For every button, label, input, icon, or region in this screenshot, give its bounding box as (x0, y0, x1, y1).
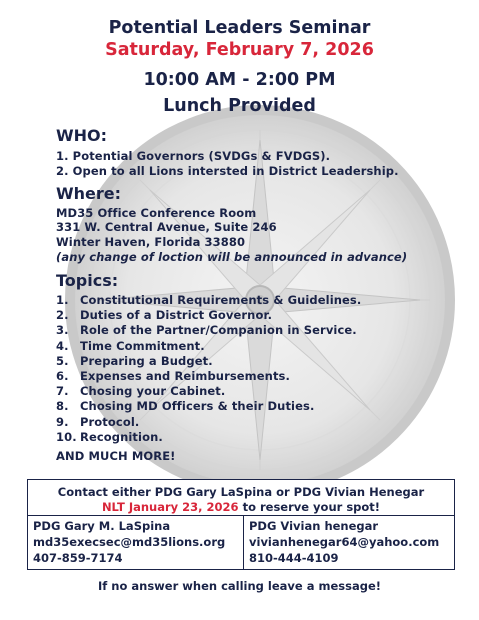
contact-line-1: Contact either PDG Gary LaSpina or PDG Vivian Henegar (57, 485, 425, 499)
topic-item (56, 384, 225, 398)
topic-number: 4. (56, 338, 69, 353)
topic-text: Duties of a District Governor. (80, 308, 273, 323)
seminar-title: Potential Leaders Seminar (108, 18, 371, 38)
contact-email[interactable]: md35execsec@md35lions.org (33, 535, 226, 549)
topic-text: Role of the Partner/Companion in Service. (80, 323, 357, 338)
topic-item (56, 399, 314, 413)
contact-vivian (244, 516, 454, 569)
topic-item (56, 323, 357, 337)
topic-number: 2. (56, 308, 69, 323)
where-note: (any change of loction will be announced in advance) (56, 250, 408, 264)
topic-number: 10. (56, 429, 77, 444)
topic-item (56, 354, 213, 368)
contact-email[interactable]: vivianhenegar64@yahoo.com (249, 535, 440, 549)
topic-number: 7. (56, 384, 69, 399)
topic-number: 1. (56, 293, 69, 307)
topic-item (56, 339, 205, 353)
contact-phone[interactable]: 810-444-4109 (249, 551, 339, 565)
topic-number: 9. (56, 414, 69, 429)
who-heading: WHO: (56, 126, 108, 145)
topic-text: Expenses and Reimbursements. (80, 369, 290, 383)
topic-number: 5. (56, 353, 69, 368)
topics-heading: Topics: (56, 271, 119, 290)
reserve-text: to reserve your spot! (238, 500, 381, 514)
contact-gary (28, 516, 244, 569)
who-item: 2. Open to all Lions intersted in District Leadership. (56, 164, 399, 178)
seminar-date: Saturday, February 7, 2026 (105, 40, 374, 60)
contact-header (28, 480, 454, 516)
topic-item (56, 415, 139, 429)
contact-name: PDG Vivian henegar (249, 519, 379, 533)
topic-text: Constitutional Requirements & Guidelines. (80, 293, 362, 307)
topic-item (56, 430, 163, 444)
where-heading: Where: (56, 184, 122, 203)
topic-text: Chosing MD Officers & their Duties. (80, 399, 315, 414)
contact-phone[interactable]: 407-859-7174 (33, 551, 123, 565)
where-line: MD35 Office Conference Room (56, 206, 257, 220)
topic-text: Preparing a Budget. (80, 353, 213, 368)
topic-number: 6. (56, 369, 69, 383)
topic-text: Recognition. (80, 429, 163, 444)
where-line: 331 W. Central Avenue, Suite 246 (56, 220, 277, 234)
topic-item (56, 369, 290, 383)
much-more-text: AND MUCH MORE! (56, 449, 176, 463)
topic-text: Chosing your Cabinet. (80, 384, 226, 399)
where-line: Winter Haven, Florida 33880 (56, 235, 246, 249)
topic-text: Time Commitment. (80, 338, 205, 353)
footer-message: If no answer when calling leave a message! (98, 579, 381, 593)
topic-number: 8. (56, 399, 69, 414)
topic-text: Protocol. (80, 414, 140, 429)
topic-item (56, 293, 361, 307)
seminar-time: 10:00 AM - 2:00 PM (143, 70, 336, 90)
topic-number: 3. (56, 323, 69, 338)
contact-name: PDG Gary M. LaSpina (33, 519, 171, 533)
contact-table (27, 479, 455, 570)
lunch-note: Lunch Provided (163, 96, 316, 116)
deadline-text: NLT January 23, 2026 (101, 500, 239, 514)
contact-line-2 (28, 500, 454, 514)
who-item: 1. Potential Governors (SVDGs & FVDGS). (56, 149, 331, 163)
topic-item (56, 308, 272, 322)
